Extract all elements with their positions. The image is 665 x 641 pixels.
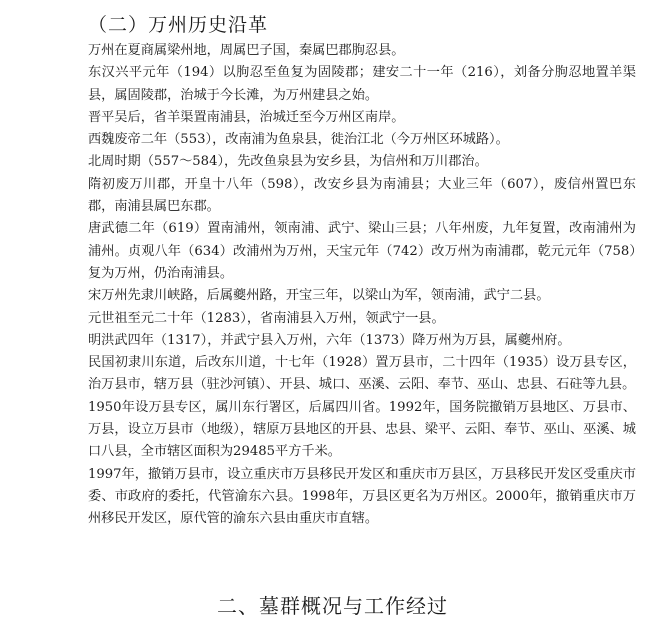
chapter-heading: 二、墓群概况与工作经过	[217, 594, 448, 618]
paragraph-13: 1997年，撤销万县市，设立重庆市万县移民开发区和重庆市万县区，万县移民开发区受重庆市委、市政府的委托，代管渝东六县。1998年，万县区更名为万州区。2000年，撤销重庆市万州移民开发区，原代管的渝东六县由重庆市直辖。	[88, 466, 636, 527]
paragraph-2: 东汉兴平元年（194）以朐忍至鱼复为固陵郡；建安二十一年（216），刘备分朐忍地置羊渠县，属固陵郡，治城于今长滩，为万州建县之始。	[88, 65, 636, 103]
section-heading: （二）万州历史沿革	[88, 14, 269, 36]
section-body	[88, 40, 636, 531]
paragraph-6: 隋初废万川郡，开皇十八年（598），改安乡县为南浦县；大业三年（607），废信州置巴东郡，南浦县属巴东郡。	[88, 176, 636, 215]
paragraph-11: 民国初隶川东道，后改东川道，十七年（1928）置万县市，二十四年（1935）设万县专区，治万县市，辖万县（驻沙河镇）、开县、城口、巫溪、云阳、奉节、巫山、忠县、石砫等九县。	[88, 355, 636, 393]
paragraph-4: 西魏废帝二年（553），改南浦为鱼泉县，徙治江北（今万州区环城路）。	[88, 132, 509, 148]
paragraph-9: 元世祖至元二十年（1283），省南浦县入万州，领武宁一县。	[88, 310, 445, 326]
paragraph-12: 1950年设万县专区，属川东行署区，后属四川省。1992年，国务院撤销万县地区、万县市、万县，设立万县市（地级），辖原万县地区的开县、忠县、梁平、云阳、奉节、巫山、巫溪、城口八县，全市辖区面积为29485平方千米。	[88, 399, 636, 460]
paragraph-5: 北周时期（557～584），先改鱼泉县为安乡县，为信州和万川郡治。	[88, 154, 488, 170]
paragraph-3: 晋平吴后，省羊渠置南浦县，治城迁至今万州区南岸。	[88, 109, 405, 125]
paragraph-8: 宋万州先隶川峡路，后属夔州路，开宝三年，以梁山为军，领南浦，武宁二县。	[88, 288, 550, 304]
paragraph-1: 万州在夏商属梁州地，周属巴子国，秦属巴郡朐忍县。	[88, 43, 405, 58]
paragraph-10: 明洪武四年（1317），并武宁县入万州，六年（1373）降万州为万县，属夔州府。	[88, 332, 571, 348]
paragraph-7: 唐武德二年（619）置南浦州，领南浦、武宁、梁山三县；八年州废，九年复置，改南浦州为浦州。贞观八年（634）改浦州为万州，天宝元年（742）改万州为南浦郡，乾元元年（758）复为万州，仍治南浦县。	[88, 221, 636, 281]
